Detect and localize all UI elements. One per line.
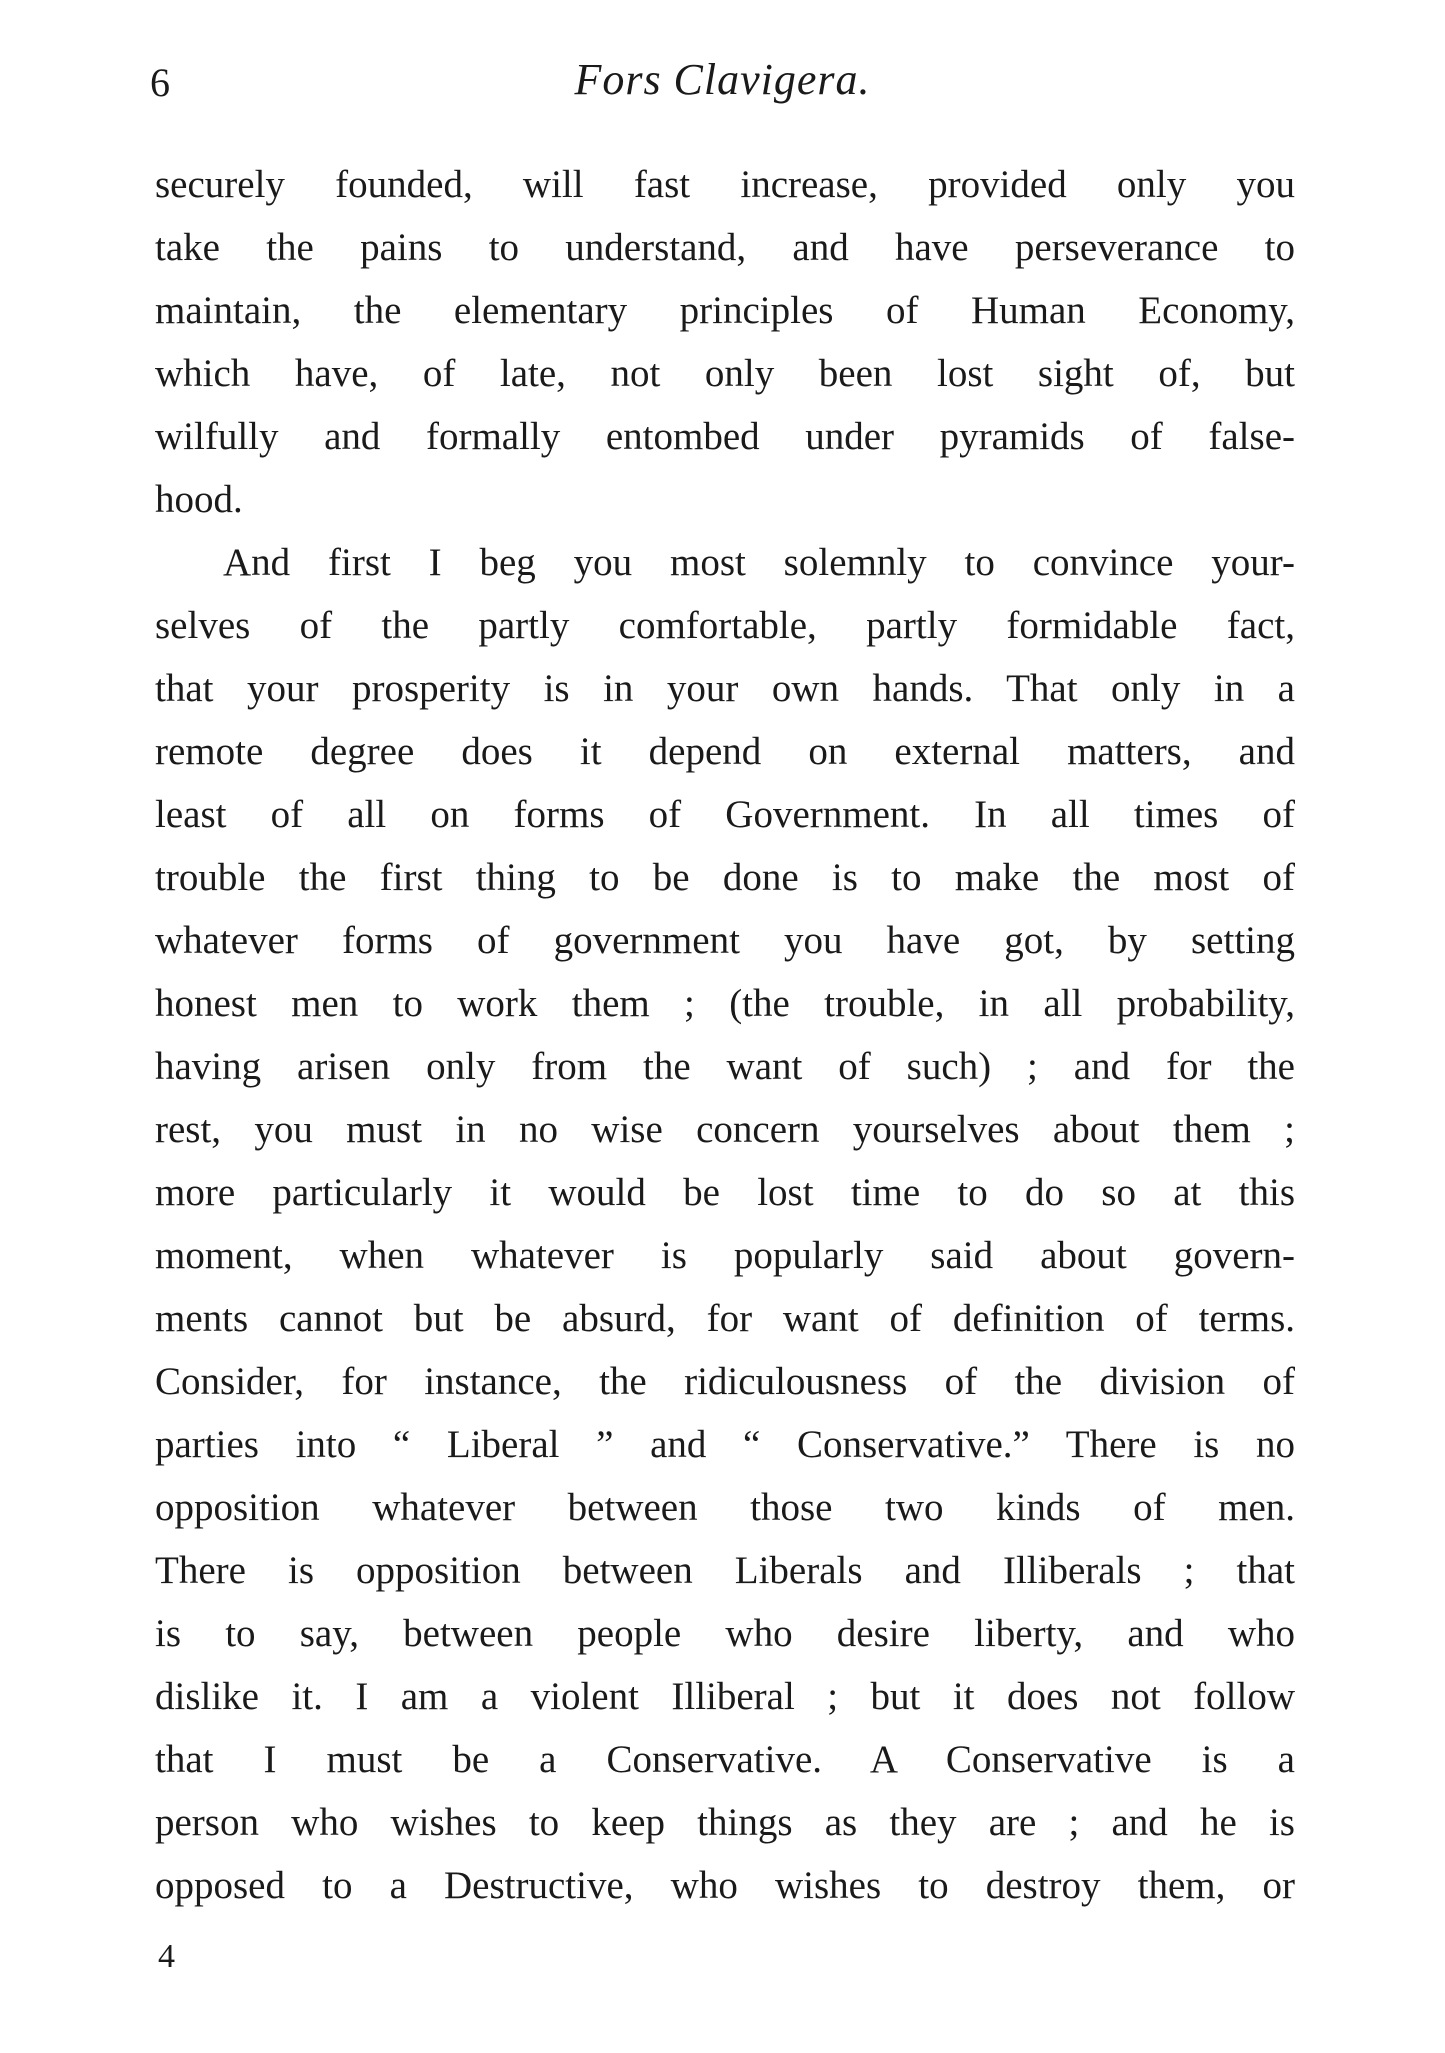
text-line: ments cannot but be absurd, for want of definition of terms.: [155, 1297, 1295, 1340]
text-line: more particularly it would be lost time to do so at this: [155, 1171, 1295, 1214]
text-line: honest men to work them ; (the trouble, in all probability,: [155, 982, 1295, 1025]
text-line: opposition whatever between those two kinds of men.: [155, 1486, 1295, 1529]
text-line: selves of the partly comfortable, partly formidable fact,: [155, 604, 1295, 647]
body-text: [155, 153, 1295, 1917]
text-line: remote degree does it depend on external matters, and: [155, 730, 1295, 773]
text-line: that I must be a Conservative. A Conservative is a: [155, 1738, 1295, 1781]
text-line: trouble the first thing to be done is to make the most of: [155, 856, 1295, 899]
text-line: is to say, between people who desire liberty, and who: [155, 1612, 1295, 1655]
text-line: whatever forms of government you have got, by setting: [155, 919, 1295, 962]
text-line: securely founded, will fast increase, provided only you: [155, 163, 1295, 206]
page-number: 6: [150, 60, 170, 105]
text-line: parties into “ Liberal ” and “ Conservative.” There is no: [155, 1423, 1295, 1466]
text-line: Consider, for instance, the ridiculousness of the division of: [155, 1360, 1295, 1403]
text-line: moment, when whatever is popularly said about govern-: [155, 1234, 1295, 1277]
text-line: person who wishes to keep things as they are ; and he is: [155, 1801, 1295, 1844]
text-line: dislike it. I am a violent Illiberal ; but it does not follow: [155, 1675, 1295, 1718]
text-line: least of all on forms of Government. In all times of: [155, 793, 1295, 836]
text-line: And first I beg you most solemnly to convince your-: [223, 541, 1295, 584]
signature-mark: 4: [158, 1938, 175, 1975]
text-line: maintain, the elementary principles of Human Economy,: [155, 289, 1295, 332]
text-line: hood.: [155, 478, 243, 521]
text-line: that your prosperity is in your own hands. That only in a: [155, 667, 1295, 710]
text-line: There is opposition between Liberals and Illiberals ; that: [155, 1549, 1295, 1592]
text-line: rest, you must in no wise concern yourselves about them ;: [155, 1108, 1295, 1151]
text-line: which have, of late, not only been lost sight of, but: [155, 352, 1295, 395]
running-title: Fors Clavigera.: [574, 55, 871, 104]
text-line: wilfully and formally entombed under pyramids of false-: [155, 415, 1295, 458]
text-line: having arisen only from the want of such) ; and for the: [155, 1045, 1295, 1088]
text-line: take the pains to understand, and have perseverance to: [155, 226, 1295, 269]
text-line: opposed to a Destructive, who wishes to destroy them, or: [155, 1864, 1295, 1907]
